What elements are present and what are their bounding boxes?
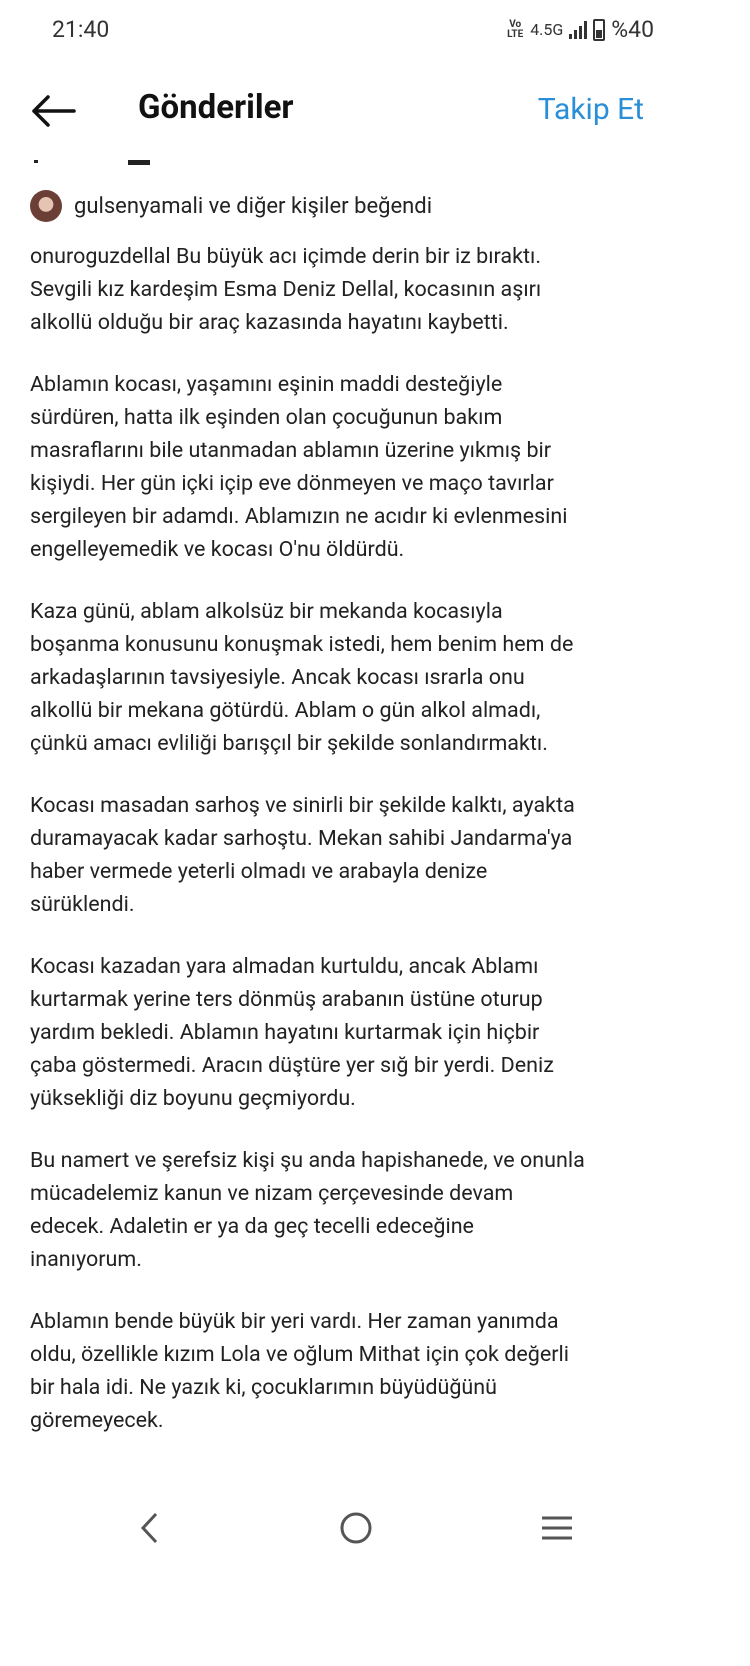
caption-line: masraflarını bile utanmadan ablamın üzerine yıkmış bir <box>30 438 552 463</box>
app-header <box>0 80 750 144</box>
system-icons <box>506 16 654 43</box>
caption-line: haber vermede yeterli olmadı ve arabayla denize <box>30 859 488 884</box>
caption-paragraph <box>30 595 730 760</box>
caption-line: Sevgili kız kardeşim Esma Deniz Dellal, kocasının aşırı <box>30 277 542 302</box>
caption-line: sürüklendi. <box>30 892 135 917</box>
caption-paragraph <box>30 1144 730 1276</box>
caption-line: bir hala idi. Ne yazık ki, çocuklarımın büyüdüğünü <box>30 1375 497 1400</box>
likes-summary[interactable] <box>30 190 432 222</box>
circle-icon <box>338 1510 374 1546</box>
caption-paragraph <box>30 950 730 1115</box>
nav-back-button[interactable] <box>138 1510 162 1550</box>
caption-line: sürdüren, hatta ilk eşinden olan çocuğunun bakım <box>30 405 503 430</box>
caption-line: engelleyemedik ve kocası O'nu öldürdü. <box>30 537 405 562</box>
network-type: 4.5G <box>530 20 564 39</box>
caption-line: Kocası masadan sarhoş ve sinirli bir şekilde kalktı, ayakta <box>30 793 575 818</box>
likes-text: gulsenyamali ve diğer kişiler beğendi <box>74 193 433 219</box>
status-bar <box>0 0 750 60</box>
battery-percent: %40 <box>611 16 654 43</box>
caption-line: alkollü bir mekana götürdü. Ablam o gün alkol almadı, <box>30 698 541 723</box>
caption-paragraph <box>30 789 730 921</box>
post-caption <box>30 240 730 1466</box>
caption-line: onuroguzdellal Bu büyük acı içimde derin bir iz bıraktı. <box>30 244 542 269</box>
volte-icon: Vo LTE <box>507 18 524 40</box>
nav-recents-button[interactable] <box>540 1510 574 1550</box>
nav-home-button[interactable] <box>338 1510 374 1550</box>
caption-line: kurtarmak yerine ters dönmüş arabanın üstüne oturup <box>30 987 543 1012</box>
caption-line: mücadelemiz kanun ve nizam çerçevesinde devam <box>30 1181 514 1206</box>
menu-icon <box>540 1510 574 1546</box>
back-button[interactable] <box>30 94 76 128</box>
caption-line: yüksekliği diz boyunu geçmiyordu. <box>30 1086 356 1111</box>
caption-line: göremeyecek. <box>30 1408 164 1433</box>
signal-icon <box>569 21 587 39</box>
caption-line: oldu, özellikle kızım Lola ve oğlum Mithat için çok değerli <box>30 1342 570 1367</box>
system-nav-bar <box>0 1510 750 1570</box>
caption-line: alkollü olduğu bir araç kazasında hayatını kaybetti. <box>30 310 509 335</box>
caption-line: çünkü amacı evliliği barışçıl bir şekilde sonlandırmaktı. <box>30 731 548 756</box>
caption-line: edecek. Adaletin er ya da geç tecelli edeceğine <box>30 1214 474 1239</box>
battery-icon <box>593 19 605 41</box>
arrow-left-icon <box>30 94 76 128</box>
caption-line: boşanma konusunu konuşmak istedi, hem benim hem de <box>30 632 574 657</box>
caption-paragraph <box>30 368 730 566</box>
caption-line: Kaza günü, ablam alkolsüz bir mekanda kocasıyla <box>30 599 503 624</box>
caption-line: Kocası kazadan yara almadan kurtuldu, ancak Ablamı <box>30 954 539 979</box>
caption-line: kişiydi. Her gün içki içip eve dönmeyen ve maço tavırlar <box>30 471 554 496</box>
avatar[interactable] <box>30 190 62 222</box>
caption-line: çaba göstermedi. Aracın düştüre yer sığ bir yerdi. Deniz <box>30 1053 554 1078</box>
caption-line: yardım bekledi. Ablamın hayatını kurtarmak için hiçbir <box>30 1020 540 1045</box>
caption-line: Ablamın kocası, yaşamını eşinin maddi desteğiyle <box>30 372 503 397</box>
caption-paragraph <box>30 1305 730 1437</box>
caption-line: duramayacak kadar sarhoştu. Mekan sahibi Jandarma'ya <box>30 826 573 851</box>
caption-line: Bu namert ve şerefsiz kişi şu anda hapishanede, ve onunla <box>30 1148 585 1173</box>
caption-line: Ablamın bende büyük bir yeri vardı. Her zaman yanımda <box>30 1309 559 1334</box>
follow-button[interactable]: Takip Et <box>537 92 644 127</box>
caption-line: inanıyorum. <box>30 1247 142 1272</box>
status-time: 21:40 <box>52 16 110 43</box>
caption-line: arkadaşlarının tavsiyesiyle. Ancak kocası ısrarla onu <box>30 665 525 690</box>
page-title: Gönderiler <box>138 88 294 127</box>
chevron-left-icon <box>138 1510 162 1546</box>
cropped-content <box>34 160 174 166</box>
caption-line: sergileyen bir adamdı. Ablamızın ne acıdır ki evlenmesini <box>30 504 568 529</box>
caption-paragraph <box>30 240 730 339</box>
